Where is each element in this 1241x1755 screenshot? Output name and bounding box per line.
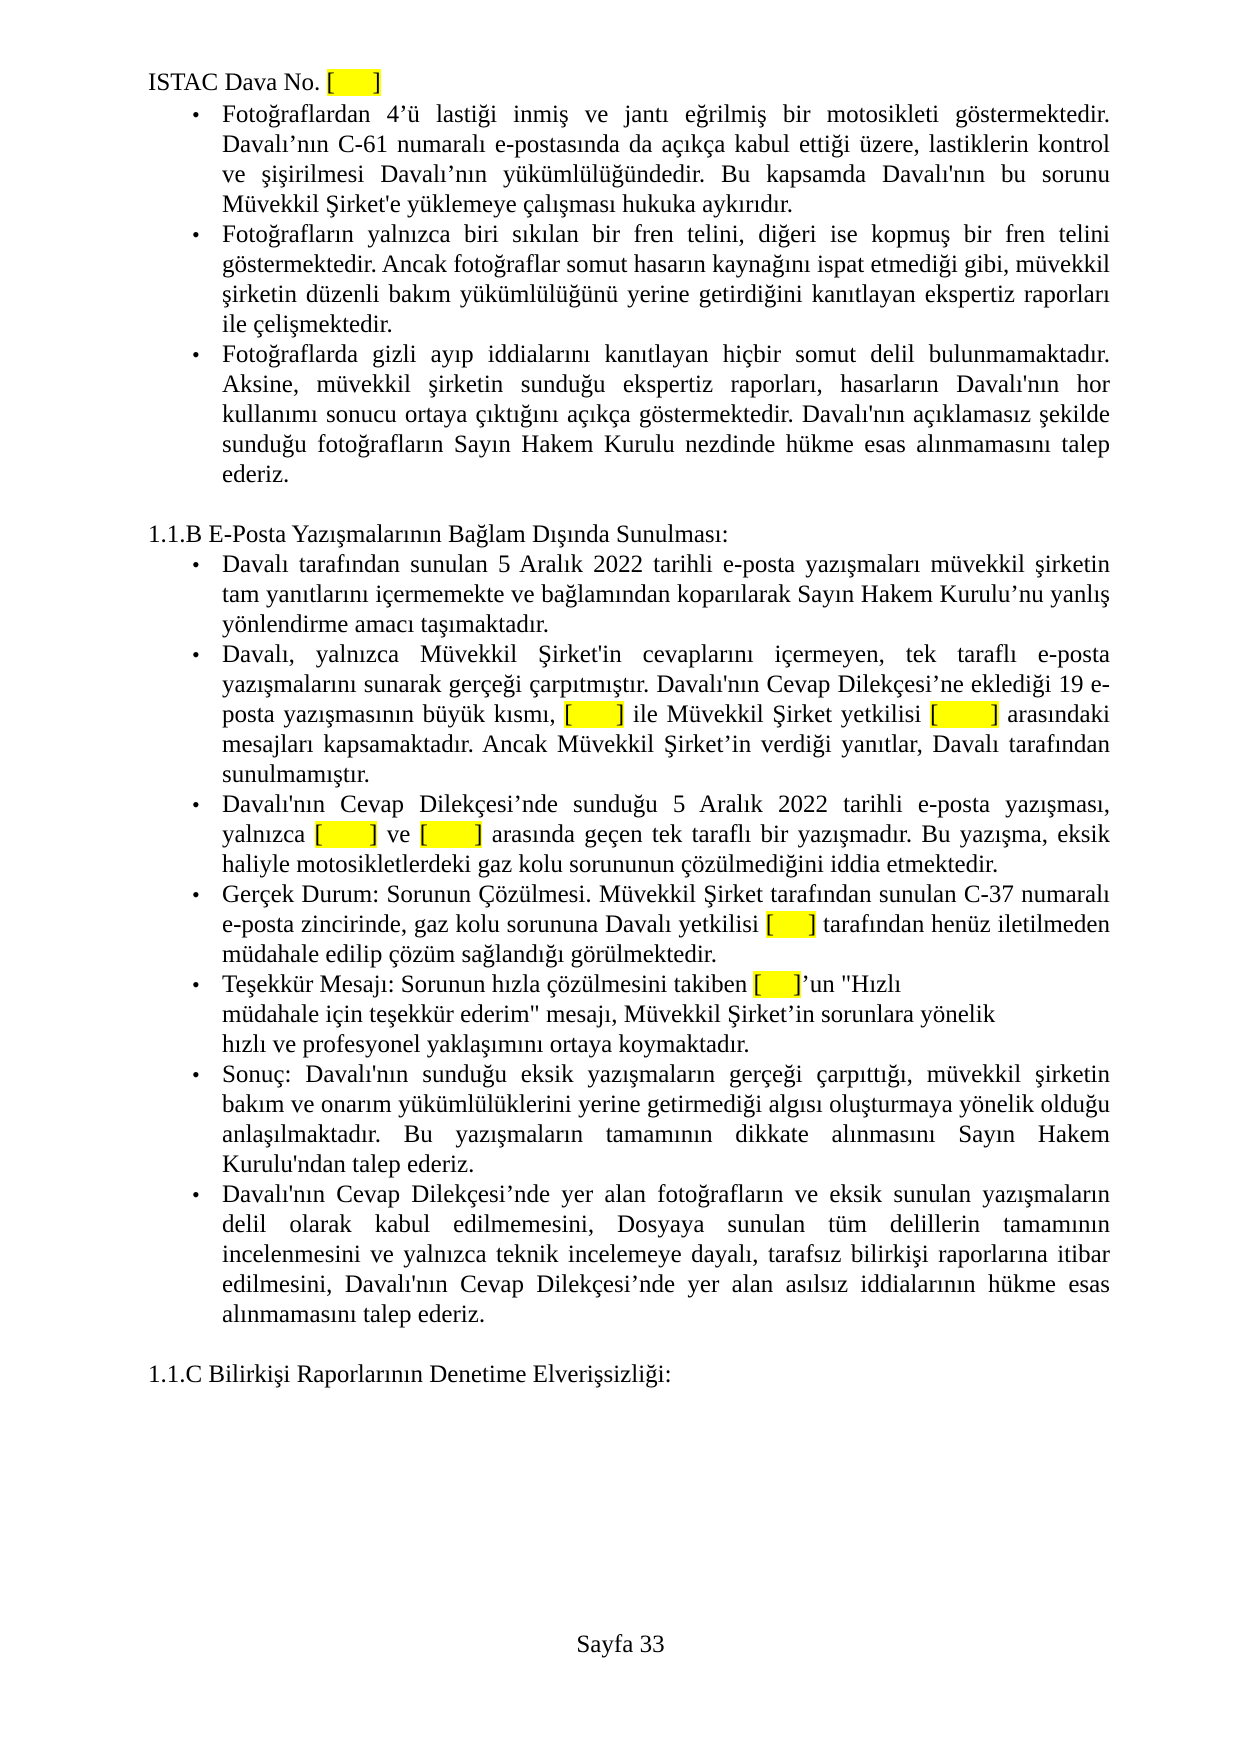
text-run: Fotoğraflarda gizli ayıp iddialarını kanıtlayan hiçbir somut delil bulunmamaktadır. Aksine, müvekkil şirketin sunduğu ekspertiz raporları, hasarların Davalı'nın hor kullanımı sonucu ortaya çıktığını açıkça göstermektedir. Davalı'nın açıklamasız şekilde sunduğu fotoğrafların Sayın Hakem Kurulu nezdinde hükme esas alınmamasını talep ederiz. — [222, 341, 1110, 488]
bullet-item — [148, 640, 1110, 790]
case-number-label: ISTAC Dava No. — [148, 69, 327, 96]
text-run: ile Müvekkil Şirket yetkilisi — [624, 701, 930, 728]
document-body — [148, 66, 1110, 1390]
case-number-redaction: [ ] — [326, 69, 381, 96]
bullet-item — [148, 790, 1110, 880]
text-run: Gerçek Durum: Sorunun Çözülmesi. Müvekkil Şirket tarafından sunulan C-37 numaralı e-posta zincirinde, gaz kolu sorununa Davalı yetkilisi — [222, 881, 1110, 938]
bullet-item — [148, 880, 1110, 970]
page-number: Sayfa 33 — [576, 1631, 665, 1658]
text-run: arasında geçen tek taraflı bir yazışmadır. Bu yazışma, eksik haliyle motosikletlerdeki gaz kolu sorununun çözülmediğini iddia etmektedir. — [222, 821, 1110, 878]
bullet-marker-icon: • — [192, 792, 200, 817]
document-content — [148, 100, 1110, 1390]
bullet-marker-icon: • — [192, 642, 200, 667]
section-heading: 1.1.B E-Posta Yazışmalarının Bağlam Dışında Sunulması: — [148, 521, 729, 548]
bullet-list — [148, 100, 1110, 490]
bullet-marker-icon: • — [192, 102, 200, 127]
text-run: ve — [377, 821, 420, 848]
section-heading: 1.1.C Bilirkişi Raporlarının Denetime Elverişsizliği: — [148, 1361, 672, 1388]
redaction-highlight: [ ] — [564, 701, 625, 728]
text-run: Fotoğraflardan 4’ü lastiği inmiş ve jantı eğrilmiş bir motosikleti göstermektedir. Davalı’nın C-61 numaralı e-postasında da açıkça kabul ettiği üzere, lastiklerin kontrol ve şişirilmesi Davalı’nın yükümlülüğündedir. Bu kapsamda Davalı'nın bu sorunu Müvekkil Şirket'e yüklemeye çalışması hukuka aykırıdır. — [222, 101, 1110, 218]
bullet-item — [148, 100, 1110, 220]
bullet-marker-icon: • — [192, 882, 200, 907]
bullet-list — [148, 550, 1110, 1330]
bullet-item — [148, 1180, 1110, 1330]
bullet-item — [148, 970, 1110, 1060]
text-run: Davalı'nın Cevap Dilekçesi’nde sunduğu 5 Aralık 2022 tarihli e-posta yazışması, yalnızca — [222, 791, 1110, 848]
bullet-marker-icon: • — [192, 1182, 200, 1207]
page-header — [148, 66, 1110, 100]
bullet-marker-icon: • — [192, 552, 200, 577]
text-run: müdahale için teşekkür ederim" mesajı, Müvekkil Şirket’in sorunlara yönelik — [222, 1001, 996, 1028]
bullet-item — [148, 340, 1110, 490]
redaction-highlight: [ ] — [765, 911, 817, 938]
bullet-marker-icon: • — [192, 222, 200, 247]
bullet-marker-icon: • — [192, 972, 200, 997]
bullet-marker-icon: • — [192, 342, 200, 367]
text-run: Davalı, yalnızca Müvekkil Şirket'in cevaplarını içermeyen, tek taraflı e-posta yazışmalarını sunarak gerçeği çarpıtmıştır. Davalı'nın Cevap Dilekçesi’ne eklediği 19 e-posta yazışmasının büyük kısmı, — [222, 641, 1110, 728]
redaction-highlight: [ ] — [930, 701, 999, 728]
bullet-item — [148, 220, 1110, 340]
text-run: Fotoğrafların yalnızca biri sıkılan bir fren telini, diğeri ise kopmuş bir fren telini göstermektedir. Ancak fotoğraflar somut hasarın kaynağını ispat etmediği gibi, müvekkil şirketin düzenli bakım yükümlülüğünü yerine getirdiğini kanıtlayan ekspertiz raporları ile çelişmektedir. — [222, 221, 1110, 338]
text-run: Davalı tarafından sunulan 5 Aralık 2022 tarihli e-posta yazışmaları müvekkil şirketin tam yanıtlarını içermemekte ve bağlamından koparılarak Sayın Hakem Kurulu’nu yanlış yönlendirme amacı taşımaktadır. — [222, 551, 1110, 638]
text-run: hızlı ve profesyonel yaklaşımını ortaya koymaktadır. — [222, 1031, 750, 1058]
bullet-item — [148, 1060, 1110, 1180]
page-footer — [0, 1630, 1241, 1660]
bullet-item — [148, 550, 1110, 640]
text-run: Davalı'nın Cevap Dilekçesi’nde yer alan fotoğrafların ve eksik sunulan yazışmaların delil olarak kabul edilmemesini, Dosyaya sunulan tüm delillerin tamamının incelenmesini ve yalnızca teknik incelemeye dayalı, tarafsız bilirkişi raporlarına itibar edilmesini, Davalı'nın Cevap Dilekçesi’nde yer alan asılsız iddialarının hükme esas alınmamasını talep ederiz. — [222, 1181, 1110, 1328]
redaction-highlight: [ ] — [314, 821, 378, 848]
redaction-highlight: [ ] — [753, 971, 802, 998]
text-run: arasındaki mesajları kapsamaktadır. Ancak Müvekkil Şirket’in verdiği yanıtlar, Davalı tarafından sunulmamıştır. — [222, 701, 1111, 788]
redaction-highlight: [ ] — [419, 821, 483, 848]
text-run: Teşekkür Mesajı: Sorunun hızla çözülmesini takiben — [222, 971, 754, 998]
text-run: tarafından henüz iletilmeden müdahale edilip çözüm sağlandığı görülmektedir. — [222, 911, 1110, 968]
bullet-marker-icon: • — [192, 1062, 200, 1087]
text-run: Sonuç: Davalı'nın sunduğu eksik yazışmaların gerçeği çarpıttığı, müvekkil şirketin bakım ve onarım yükümlülüklerini yerine getirmediği algısı oluşturmaya yönelik olduğu anlaşılmaktadır. Bu yazışmaların tamamının dikkate alınmasını Sayın Hakem Kurulu'ndan talep ederiz. — [222, 1061, 1110, 1178]
text-run: ’un "Hızlı — [801, 971, 902, 998]
